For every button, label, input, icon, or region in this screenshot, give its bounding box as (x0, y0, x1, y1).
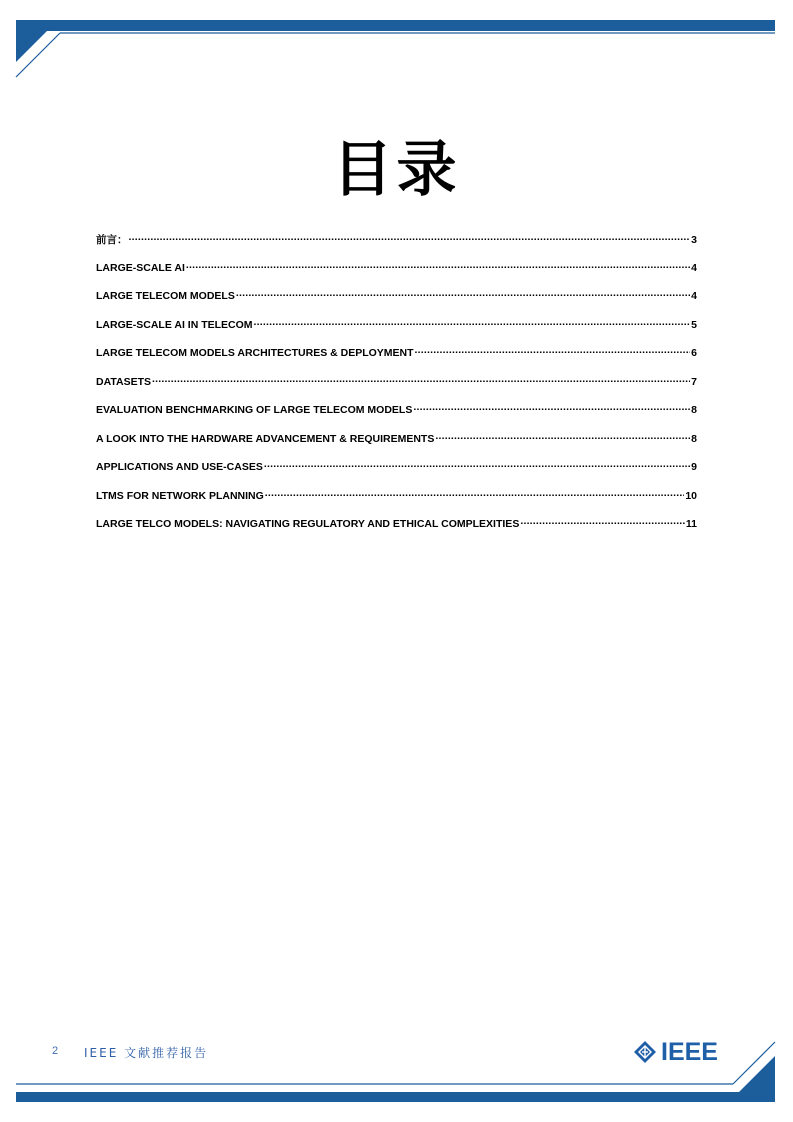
toc-dot-leader (264, 460, 690, 470)
page-number: 2 (52, 1045, 59, 1057)
toc-entry[interactable] (96, 346, 697, 375)
toc-dot-leader (265, 489, 685, 499)
toc-entry[interactable] (96, 517, 697, 546)
toc-entry-label: EVALUATION BENCHMARKING OF LARGE TELECOM MODELS (96, 404, 413, 416)
toc-entry-page: 11 (685, 518, 697, 530)
toc-entry-label: APPLICATIONS AND USE-CASES (96, 461, 263, 473)
toc-entry[interactable] (96, 261, 697, 290)
toc-entry-label: LARGE-SCALE AI (96, 261, 185, 274)
toc-entry-page: 10 (685, 489, 697, 502)
header-decoration (0, 0, 793, 80)
toc-entry[interactable] (96, 232, 697, 261)
toc-entry-label: LARGE TELECOM MODELS (96, 290, 235, 302)
toc-entry-label: DATASETS (96, 375, 152, 388)
toc-dot-leader (129, 233, 691, 243)
page-title: 目录 (332, 135, 461, 205)
toc-dot-leader (186, 261, 690, 271)
logo-text: IEEE (661, 1037, 718, 1066)
toc-entry-page: 6 (691, 347, 697, 359)
toc-entry-page: 9 (691, 461, 697, 473)
toc-entry-label: LARGE TELECOM MODELS ARCHITECTURES & DEPLOYMENT (96, 347, 414, 359)
toc-entry[interactable] (96, 318, 697, 347)
toc-dot-leader (435, 432, 690, 442)
toc-entry-label: 前言： (96, 234, 128, 246)
toc-dot-leader (520, 517, 685, 527)
toc-entry[interactable] (96, 489, 697, 518)
report-name: IEEE 文献推荐报告 (84, 1046, 209, 1060)
toc-entry[interactable] (96, 432, 697, 461)
toc-entry[interactable] (96, 460, 697, 489)
toc-entry-page: 7 (691, 375, 697, 388)
toc-dot-leader (413, 403, 690, 413)
toc-entry-label: LARGE-SCALE AI IN TELECOM (96, 318, 253, 331)
toc-entry-page: 4 (691, 261, 697, 274)
toc-dot-leader (236, 289, 690, 299)
ieee-diamond-icon (633, 1040, 657, 1064)
toc-entry-label: LTMS FOR NETWORK PLANNING (96, 489, 264, 502)
toc-dot-leader (254, 318, 691, 328)
toc-entry[interactable] (96, 375, 697, 404)
toc-entry-label: A LOOK INTO THE HARDWARE ADVANCEMENT & REQUIREMENTS (96, 432, 435, 445)
table-of-contents (96, 232, 697, 546)
ieee-logo (633, 1038, 718, 1066)
toc-entry-page: 3 (691, 234, 697, 246)
toc-entry[interactable] (96, 289, 697, 318)
toc-dot-leader (152, 375, 690, 385)
toc-entry-page: 4 (691, 290, 697, 302)
toc-dot-leader (415, 346, 691, 356)
toc-entry[interactable] (96, 403, 697, 432)
toc-entry-page: 5 (691, 318, 697, 331)
toc-entry-label: LARGE TELCO MODELS: NAVIGATING REGULATORY AND ETHICAL COMPLEXITIES (96, 518, 520, 530)
toc-entry-page: 8 (691, 404, 697, 416)
toc-entry-page: 8 (691, 432, 697, 445)
